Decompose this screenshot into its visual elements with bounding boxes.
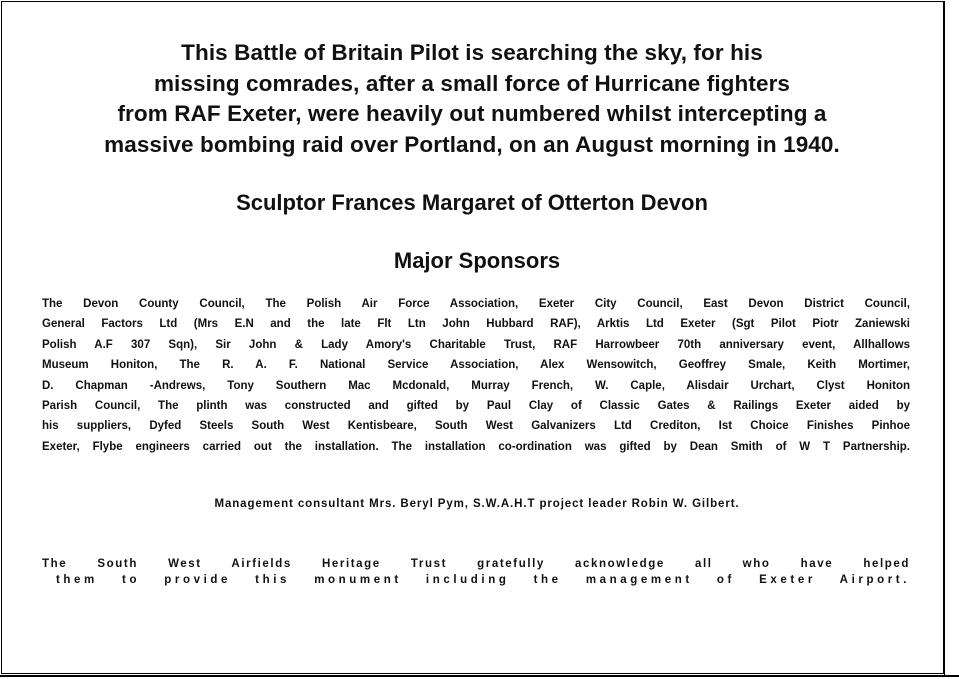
sponsors-line: The Devon County Council, The Polish Air Force Association, Exeter City Council, East Devon District Council, [42,298,910,310]
sponsors-list [42,294,910,457]
page-edge-bottom [0,675,959,679]
sponsors-line: Museum Honiton, The R. A. F. National Service Association, Alex Wensowitch, Geoffrey Smale, Keith Mortimer, [42,359,910,372]
acknowledgement-line: The South West Airfields Heritage Trust gratefully acknowledge all who have helped [42,558,910,570]
sponsors-line: his suppliers, Dyfed Steels South West Kentisbeare, South West Galvanizers Ltd Crediton, Ist Choice Finishes Pinhoe [42,420,910,433]
acknowledgement-line: them to provide this monument including the management of Exeter Airport. [56,574,910,586]
sponsors-line: Polish A.F 307 Sqn), Sir John & Lady Amory's Charitable Trust, RAF Harrowbeer 70th anniversary event, Allhallows [42,338,910,351]
sponsors-line: Parish Council, The plinth was constructed and gifted by Paul Clay of Classic Gates & Railings Exeter aided by [42,400,910,413]
sponsors-line: Exeter, Flybe engineers carried out the installation. The installation co-ordination was gifted by Dean Smith of W T Partnership. [42,440,910,453]
sponsors-heading: Major Sponsors [393,248,561,273]
acknowledgement [42,556,910,588]
headline-line: This Battle of Britain Pilot is searching the sky, for his [181,40,763,65]
page-edge-right [944,1,959,677]
headline-line: from RAF Exeter, were heavily out numbered whilst intercepting a [117,101,827,126]
management-credit: Management consultant Mrs. Beryl Pym, S.W.A.H.T project leader Robin W. Gilbert. [214,498,740,510]
sculptor-credit: Sculptor Frances Margaret of Otterton Devon [236,190,708,215]
plaque-headline [30,38,914,160]
headline-line: missing comrades, after a small force of Hurricane fighters [153,70,791,96]
sponsors-line: General Factors Ltd (Mrs E.N and the late Flt Ltn John Hubbard RAF), Arktis Ltd Exeter (Sgt Pilot Piotr Zaniewski [42,318,910,331]
sponsors-line: D. Chapman -Andrews, Tony Southern Mac Mcdonald, Murray French, W. Caple, Alisdair Urchart, Clyst Honiton [42,379,910,392]
headline-line: massive bombing raid over Portland, on an August morning in 1940. [104,131,840,157]
